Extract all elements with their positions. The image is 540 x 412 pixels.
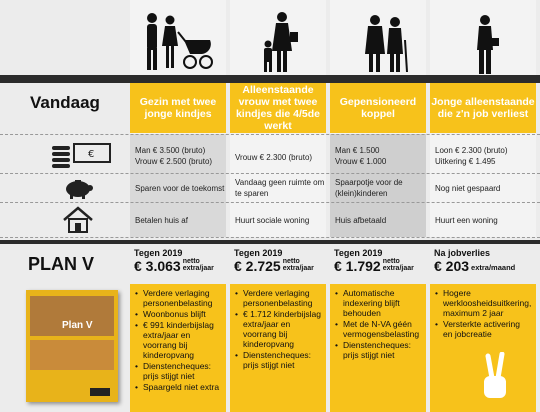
money-coins-icon: [48, 140, 118, 172]
housing-col4: Huurt een woning: [435, 216, 498, 225]
plan-amount-4: € 203 extra/maand: [434, 258, 516, 274]
row-divider: [0, 173, 540, 174]
plan-item: • Woonbonus blijft: [135, 309, 221, 319]
plan-amount-3: € 1.792 netto extra/jaar: [334, 258, 414, 274]
plan-amount-1: € 3.063 netto extra/jaar: [134, 258, 214, 274]
income-col1: Man € 3.500 (bruto) Vrouw € 2.500 (bruto): [135, 146, 213, 166]
plan-item: • Dienstencheques: prijs stijgt niet: [135, 361, 221, 381]
savings-col1: Sparen voor de toekomst: [135, 184, 225, 193]
plan-col-3: [334, 248, 426, 274]
housing-col1: Betalen huis af: [135, 216, 188, 225]
plan-brochure-cover: [26, 290, 118, 402]
piggy-bank-icon: [62, 178, 96, 200]
top-dark-band: [0, 75, 540, 83]
cover-logo: [90, 388, 110, 396]
today-title: Vandaag: [30, 93, 100, 112]
plan-box-3: [330, 284, 426, 412]
savings-col3: Spaarpotje voor de (klein)kinderen: [335, 178, 403, 198]
victory-hand-icon: [476, 352, 516, 400]
column-header-2: Alleenstaande vrouw met twee kindjes die 4/5de werkt: [230, 83, 326, 133]
plan-amount-2: € 2.725 netto extra/jaar: [234, 258, 314, 274]
housing-col3: Huis afbetaald: [335, 216, 387, 225]
cover-photo-strip: [30, 340, 114, 370]
cover-title: Plan V: [62, 320, 93, 331]
plan-title: PLAN V: [28, 254, 95, 274]
column-header-1: Gezin met twee jonge kindjes: [130, 83, 226, 133]
plan-item: • Dienstencheques: prijs stijgt niet: [335, 340, 421, 360]
column-header-3: Gepensioneerd koppel: [330, 83, 426, 133]
single-mother-silhouette-icon: [252, 10, 312, 75]
savings-col2: Vandaag geen ruimte om te sparen: [235, 178, 325, 198]
plan-item: • Verdere verlaging personenbelasting: [235, 288, 321, 308]
row-divider: [0, 202, 540, 203]
plan-head-1: Tegen 2019: [134, 248, 183, 258]
plan-item: • € 1.712 kinderbijslag extra/jaar en voorrang bij kinderopvang: [235, 309, 321, 349]
house-icon: [62, 206, 94, 234]
row-divider: [0, 134, 540, 135]
plan-col-1: [134, 248, 226, 274]
svg-text:€: €: [88, 149, 95, 160]
plan-box-2: [230, 284, 326, 412]
young-man-silhouette-icon: [465, 14, 505, 76]
savings-col4: Nog niet gespaard: [435, 184, 501, 193]
plan-head-3: Tegen 2019: [334, 248, 383, 258]
income-col4: Loon € 2.300 (bruto) Uitkering € 1.495: [435, 146, 508, 166]
housing-col2: Huurt sociale woning: [235, 216, 310, 225]
income-col2: Vrouw € 2.300 (bruto): [235, 153, 313, 162]
plan-head-2: Tegen 2019: [234, 248, 283, 258]
plan-item: • Automatische indexering blijft behouden: [335, 288, 421, 318]
plan-col-4: [434, 248, 534, 274]
plan-head-4: Na jobverlies: [434, 248, 491, 258]
plan-divider-band: [0, 240, 540, 244]
plan-box-1: [130, 284, 226, 412]
row-divider: [0, 237, 540, 238]
plan-item: • Spaargeld niet extra: [135, 382, 221, 392]
plan-item: • Hogere werkloosheidsuitkering, maximum 2 jaar: [435, 288, 531, 318]
plan-item: • Dienstencheques: prijs stijgt niet: [235, 350, 321, 370]
plan-item: • € 991 kinderbijslag extra/jaar en voorrang bij kinderopvang: [135, 320, 221, 360]
plan-item: • Versterkte activering en jobcreatie: [435, 319, 531, 339]
family-silhouette-icon: [140, 10, 220, 75]
income-col3: Man € 1.500 Vrouw € 1.000: [335, 146, 387, 166]
plan-item: • Verdere verlaging personenbelasting: [135, 288, 221, 308]
elderly-couple-silhouette-icon: [355, 14, 415, 74]
plan-col-2: [234, 248, 326, 274]
column-header-4: Jonge alleenstaande die z'n job verliest: [430, 83, 536, 133]
plan-item: • Met de N-VA géén vermogensbelasting: [335, 319, 421, 339]
